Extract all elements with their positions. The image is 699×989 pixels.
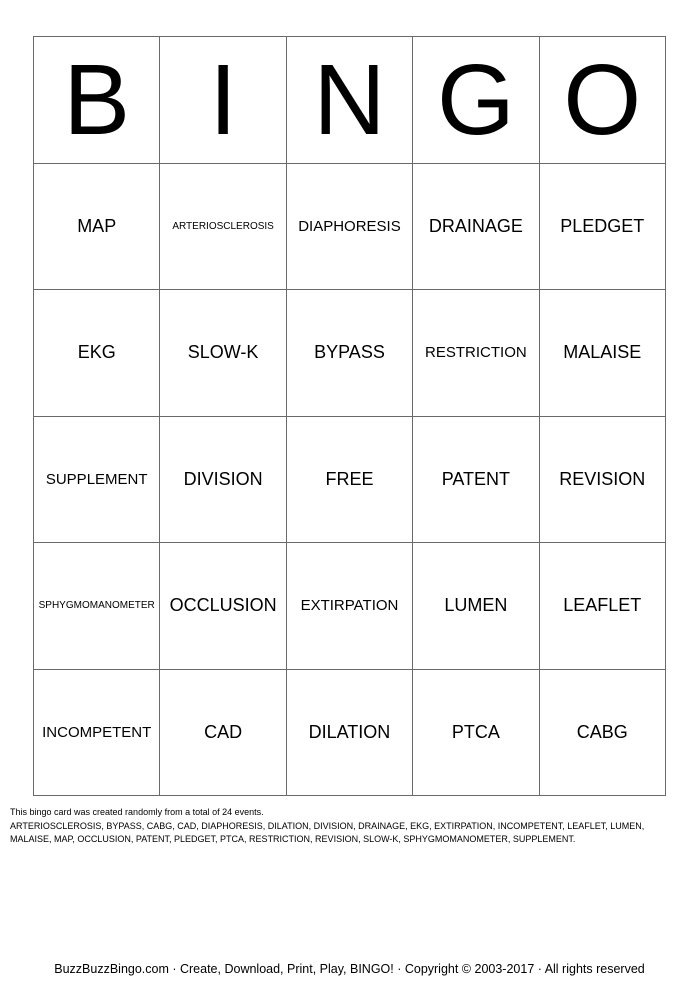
- card-cell: LEAFLET: [539, 543, 665, 670]
- card-cell: EXTIRPATION: [286, 543, 412, 670]
- card-row: [34, 416, 666, 543]
- card-cell: MAP: [34, 163, 160, 290]
- card-cell: DILATION: [286, 669, 412, 796]
- card-cell: ARTERIOSCLEROSIS: [160, 163, 286, 290]
- card-cell: EKG: [34, 290, 160, 417]
- header-letter-g: G: [413, 37, 539, 164]
- header-letter-b: B: [34, 37, 160, 164]
- card-row: [34, 163, 666, 290]
- card-cell: SLOW-K: [160, 290, 286, 417]
- card-cell: DIAPHORESIS: [286, 163, 412, 290]
- info-events-line2: MALAISE, MAP, OCCLUSION, PATENT, PLEDGET, PTCA, RESTRICTION, REVISION, SLOW-K, SPHYGMOMANOMETER, SUPPLEMENT.: [10, 834, 576, 844]
- card-info: [10, 806, 690, 847]
- card-cell: SPHYGMOMANOMETER: [34, 543, 160, 670]
- info-events-line1: ARTERIOSCLEROSIS, BYPASS, CABG, CAD, DIAPHORESIS, DILATION, DIVISION, DRAINAGE, EKG, EXTIRPATION, INCOMPETENT, LEAFLET, LUMEN,: [10, 820, 645, 831]
- card-cell: DIVISION: [160, 416, 286, 543]
- card-cell: REVISION: [539, 416, 665, 543]
- card-cell: OCCLUSION: [160, 543, 286, 670]
- card-row: [34, 290, 666, 417]
- bingo-card: [33, 36, 666, 796]
- card-cell: RESTRICTION: [413, 290, 539, 417]
- card-row: [34, 669, 666, 796]
- info-summary: This bingo card was created randomly from a total of 24 events.: [10, 807, 264, 817]
- card-cell: PTCA: [413, 669, 539, 796]
- card-cell: PATENT: [413, 416, 539, 543]
- header-letter-n: N: [286, 37, 412, 164]
- card-cell: CAD: [160, 669, 286, 796]
- card-cell: INCOMPETENT: [34, 669, 160, 796]
- card-row: [34, 543, 666, 670]
- card-cell: BYPASS: [286, 290, 412, 417]
- card-cell: CABG: [539, 669, 665, 796]
- card-cell: PLEDGET: [539, 163, 665, 290]
- footer-copyright: BuzzBuzzBingo.com · Create, Download, Print, Play, BINGO! · Copyright © 2003-2017 · All rights reserved: [54, 962, 645, 976]
- card-cell: MALAISE: [539, 290, 665, 417]
- header-letter-o: O: [539, 37, 665, 164]
- free-space-cell: FREE: [286, 416, 412, 543]
- card-cell: SUPPLEMENT: [34, 416, 160, 543]
- card-cell: LUMEN: [413, 543, 539, 670]
- header-row: [34, 37, 666, 164]
- card-cell: DRAINAGE: [413, 163, 539, 290]
- header-letter-i: I: [160, 37, 286, 164]
